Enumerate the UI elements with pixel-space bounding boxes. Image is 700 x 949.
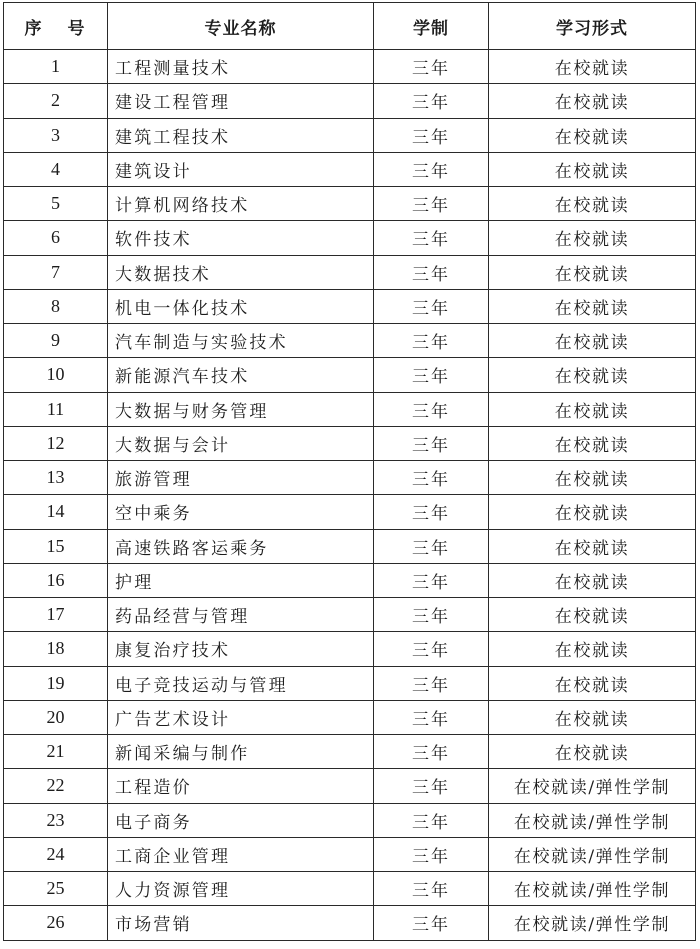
table-row (4, 598, 696, 632)
major-name: 建筑设计 (108, 152, 374, 186)
major-name: 电子商务 (108, 803, 374, 837)
row-number: 20 (4, 700, 108, 734)
major-name: 广告艺术设计 (108, 700, 374, 734)
major-name: 计算机网络技术 (108, 187, 374, 221)
row-number: 25 (4, 872, 108, 906)
study-mode: 在校就读 (489, 152, 696, 186)
major-name: 软件技术 (108, 221, 374, 255)
major-name: 市场营销 (108, 906, 374, 940)
table-row (4, 735, 696, 769)
table-row (4, 118, 696, 152)
table-row (4, 152, 696, 186)
study-mode: 在校就读 (489, 84, 696, 118)
duration: 三年 (374, 837, 489, 871)
major-name: 电子竞技运动与管理 (108, 666, 374, 700)
study-mode: 在校就读 (489, 289, 696, 323)
duration: 三年 (374, 598, 489, 632)
table-row (4, 769, 696, 803)
major-name: 建设工程管理 (108, 84, 374, 118)
duration: 三年 (374, 563, 489, 597)
table-row (4, 906, 696, 940)
duration: 三年 (374, 255, 489, 289)
major-name: 康复治疗技术 (108, 632, 374, 666)
study-mode: 在校就读 (489, 118, 696, 152)
duration: 三年 (374, 289, 489, 323)
table-row (4, 358, 696, 392)
row-number: 11 (4, 392, 108, 426)
study-mode: 在校就读 (489, 187, 696, 221)
duration: 三年 (374, 84, 489, 118)
major-name: 工程造价 (108, 769, 374, 803)
major-name: 药品经营与管理 (108, 598, 374, 632)
study-mode: 在校就读/弹性学制 (489, 837, 696, 871)
table-row (4, 187, 696, 221)
study-mode: 在校就读 (489, 324, 696, 358)
major-name: 新闻采编与制作 (108, 735, 374, 769)
row-number: 21 (4, 735, 108, 769)
table-row (4, 666, 696, 700)
study-mode: 在校就读 (489, 461, 696, 495)
row-number: 1 (4, 50, 108, 84)
header-row (4, 3, 696, 50)
row-number: 26 (4, 906, 108, 940)
major-name: 建筑工程技术 (108, 118, 374, 152)
table-row (4, 803, 696, 837)
major-name: 大数据与会计 (108, 426, 374, 460)
table-row (4, 324, 696, 358)
study-mode: 在校就读 (489, 735, 696, 769)
major-name: 汽车制造与实验技术 (108, 324, 374, 358)
header-duration: 学制 (374, 3, 489, 50)
row-number: 10 (4, 358, 108, 392)
study-mode: 在校就读 (489, 50, 696, 84)
row-number: 24 (4, 837, 108, 871)
study-mode: 在校就读 (489, 529, 696, 563)
row-number: 15 (4, 529, 108, 563)
row-number: 14 (4, 495, 108, 529)
duration: 三年 (374, 666, 489, 700)
row-number: 7 (4, 255, 108, 289)
study-mode: 在校就读 (489, 221, 696, 255)
duration: 三年 (374, 872, 489, 906)
duration: 三年 (374, 152, 489, 186)
table-row (4, 50, 696, 84)
study-mode: 在校就读 (489, 700, 696, 734)
row-number: 19 (4, 666, 108, 700)
row-number: 8 (4, 289, 108, 323)
duration: 三年 (374, 906, 489, 940)
study-mode: 在校就读 (489, 666, 696, 700)
table-row (4, 529, 696, 563)
table-row (4, 289, 696, 323)
duration: 三年 (374, 324, 489, 358)
study-mode: 在校就读 (489, 392, 696, 426)
table-row (4, 84, 696, 118)
duration: 三年 (374, 461, 489, 495)
major-name: 大数据技术 (108, 255, 374, 289)
duration: 三年 (374, 392, 489, 426)
duration: 三年 (374, 769, 489, 803)
row-number: 23 (4, 803, 108, 837)
study-mode: 在校就读 (489, 255, 696, 289)
table-row (4, 392, 696, 426)
table-row (4, 461, 696, 495)
major-name: 新能源汽车技术 (108, 358, 374, 392)
table-row (4, 426, 696, 460)
duration: 三年 (374, 803, 489, 837)
major-name: 工程测量技术 (108, 50, 374, 84)
duration: 三年 (374, 735, 489, 769)
duration: 三年 (374, 426, 489, 460)
header-number: 序 号 (4, 3, 108, 50)
row-number: 12 (4, 426, 108, 460)
header-major-name: 专业名称 (108, 3, 374, 50)
major-name: 空中乘务 (108, 495, 374, 529)
duration: 三年 (374, 632, 489, 666)
study-mode: 在校就读/弹性学制 (489, 872, 696, 906)
major-name: 机电一体化技术 (108, 289, 374, 323)
major-name: 工商企业管理 (108, 837, 374, 871)
row-number: 13 (4, 461, 108, 495)
table-header (4, 3, 696, 50)
table-row (4, 563, 696, 597)
row-number: 16 (4, 563, 108, 597)
row-number: 22 (4, 769, 108, 803)
row-number: 17 (4, 598, 108, 632)
study-mode: 在校就读/弹性学制 (489, 803, 696, 837)
major-name: 大数据与财务管理 (108, 392, 374, 426)
study-mode: 在校就读/弹性学制 (489, 906, 696, 940)
table-row (4, 837, 696, 871)
study-mode: 在校就读/弹性学制 (489, 769, 696, 803)
row-number: 6 (4, 221, 108, 255)
header-study-mode: 学习形式 (489, 3, 696, 50)
row-number: 5 (4, 187, 108, 221)
major-name: 旅游管理 (108, 461, 374, 495)
major-name: 人力资源管理 (108, 872, 374, 906)
study-mode: 在校就读 (489, 426, 696, 460)
table-row (4, 221, 696, 255)
duration: 三年 (374, 700, 489, 734)
duration: 三年 (374, 221, 489, 255)
row-number: 4 (4, 152, 108, 186)
duration: 三年 (374, 118, 489, 152)
row-number: 3 (4, 118, 108, 152)
table-row (4, 872, 696, 906)
study-mode: 在校就读 (489, 598, 696, 632)
major-name: 护理 (108, 563, 374, 597)
study-mode: 在校就读 (489, 495, 696, 529)
table-row (4, 700, 696, 734)
table-row (4, 255, 696, 289)
row-number: 18 (4, 632, 108, 666)
table-row (4, 495, 696, 529)
study-mode: 在校就读 (489, 632, 696, 666)
study-mode: 在校就读 (489, 358, 696, 392)
row-number: 9 (4, 324, 108, 358)
duration: 三年 (374, 495, 489, 529)
duration: 三年 (374, 50, 489, 84)
table-row (4, 632, 696, 666)
row-number: 2 (4, 84, 108, 118)
table-body (4, 50, 696, 941)
duration: 三年 (374, 187, 489, 221)
duration: 三年 (374, 358, 489, 392)
study-mode: 在校就读 (489, 563, 696, 597)
duration: 三年 (374, 529, 489, 563)
major-name: 高速铁路客运乘务 (108, 529, 374, 563)
majors-table (3, 2, 696, 941)
